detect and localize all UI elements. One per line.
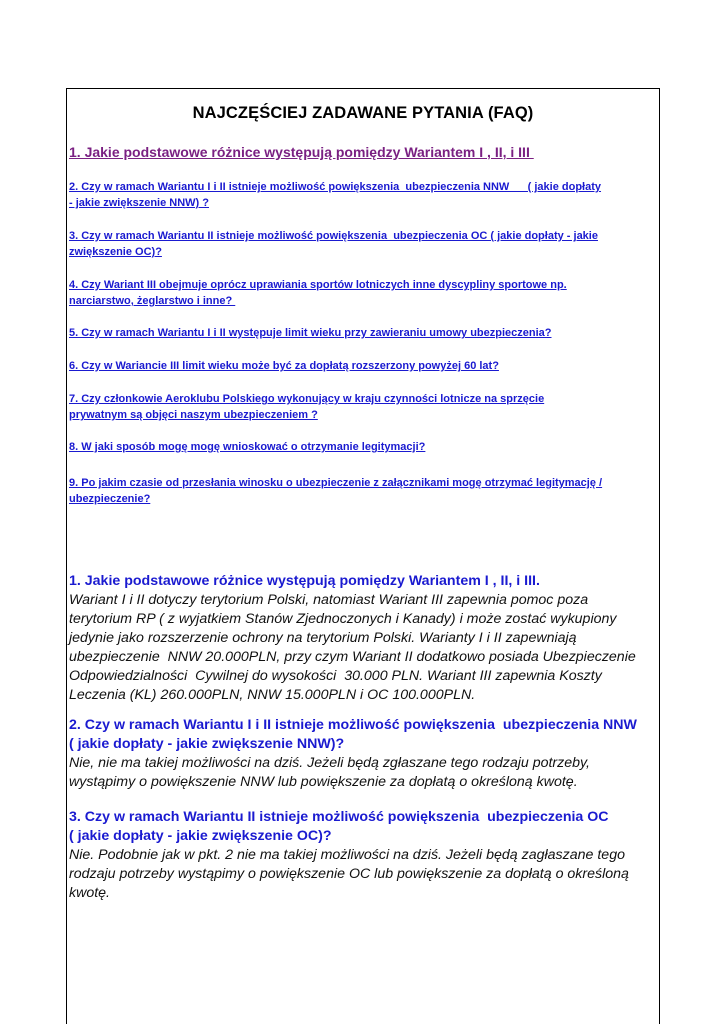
toc-link-6-line: 6. Czy w Wariancie III limit wieku może być za dopłatą rozszerzony powyżej 60 lat? (69, 360, 499, 372)
toc-link-1[interactable]: 1. Jakie podstawowe różnice występują pomiędzy Wariantem I , II, i III (69, 144, 534, 160)
toc-link-4[interactable] (69, 277, 661, 309)
toc-link-9-line: 9. Po jakim czasie od przesłania winosku o ubezpieczenie z załącznikami mogę otrzymać legitymację / (69, 477, 603, 489)
answer-2-question (69, 716, 661, 754)
answer-line: Nie. Podobnie jak w pkt. 2 nie ma takiej możliwości na dziś. Jeżeli będą zagłaszane tego (69, 847, 625, 863)
answer-1-text (69, 591, 661, 705)
answer-line: Leczenia (KL) 260.000PLN, NNW 15.000PLN i OC 100.000PLN. (69, 687, 476, 703)
toc-link-9[interactable] (69, 475, 661, 507)
question-line: 2. Czy w ramach Wariantu I i II istnieje możliwość powiększenia ubezpieczenia NNW (69, 717, 637, 733)
answer-1-question (69, 572, 661, 591)
answer-1 (69, 572, 661, 705)
answer-2-text (69, 754, 661, 792)
toc-link-8-line: 8. W jaki sposób mogę mogę wnioskować o otrzymanie legitymacji? (69, 441, 426, 453)
toc-link-2[interactable] (69, 179, 661, 211)
page-title: NAJCZĘŚCIEJ ZADAWANE PYTANIA (FAQ) (192, 104, 534, 122)
answer-line: Wariant I i II dotyczy terytorium Polski, natomiast Wariant III zapewnia pomoc poza (69, 592, 589, 608)
toc-link-3[interactable] (69, 228, 661, 260)
answer-line: rodzaju potrzeby wystąpimy o powiększenie OC lub powiększenie za dopłatą o określoną (69, 866, 629, 882)
toc-link-9-line: ubezpieczenie? (69, 493, 151, 505)
toc-link-5-line: 5. Czy w ramach Wariantu I i II występuje limit wieku przy zawieraniu umowy ubezpieczenia? (69, 327, 552, 339)
answer-3-text (69, 846, 661, 903)
toc-link-2-line: - jakie zwiększenie NNW) ? (69, 197, 209, 209)
question-line: 3. Czy w ramach Wariantu II istnieje możliwość powiększenia ubezpieczenia OC (69, 809, 609, 825)
toc-link-7[interactable] (69, 391, 661, 423)
answer-3-question (69, 808, 661, 846)
answer-line: Nie, nie ma takiej możliwości na dziś. Jeżeli będą zgłaszane tego rodzaju potrzeby, (69, 755, 590, 771)
question-line: ( jakie dopłaty - jakie zwiększenie OC)? (69, 828, 332, 844)
toc-link-4-line: narciarstwo, żeglarstwo i inne? (69, 295, 236, 307)
toc-link-7-line: 7. Czy członkowie Aeroklubu Polskiego wykonujący w kraju czynności lotnicze na sprzęcie (69, 393, 545, 405)
toc-link-3-line: 3. Czy w ramach Wariantu II istnieje możliwość powiększenia ubezpieczenia OC ( jakie dopłaty - jakie (69, 230, 598, 242)
answer-3 (69, 808, 661, 903)
answer-2 (69, 716, 661, 792)
question-line: 1. Jakie podstawowe różnice występują pomiędzy Wariantem I , II, i III. (69, 573, 540, 589)
answer-line: terytorium RP ( z wyjatkiem Stanów Zjednoczonych i Kanady) i może zostać wykupiony (69, 611, 617, 627)
toc-link-3-line: zwiększenie OC)? (69, 246, 162, 258)
toc-link-8[interactable] (69, 439, 661, 455)
toc-link-7-line: prywatnym są objęci naszym ubezpieczeniem ? (69, 409, 318, 421)
toc-link-2-line: 2. Czy w ramach Wariantu I i II istnieje możliwość powiększenia ubezpieczenia NNW ( jakie dopłaty (69, 181, 602, 193)
answer-line: ubezpieczenie NNW 20.000PLN, przy czym Wariant II dodatkowo posiada Ubezpieczenie (69, 649, 636, 665)
toc-link-5[interactable] (69, 325, 661, 341)
answer-line: jedynie jako rozszerzenie ochrony na terytorium Polski. Warianty I i II zapewniają (69, 630, 577, 646)
answer-line: kwotę. (69, 885, 111, 901)
toc-link-4-line: 4. Czy Wariant III obejmuje oprócz uprawiania sportów lotniczych inne dyscypliny sportowe np. (69, 279, 567, 291)
answer-line: Odpowiedzialności Cywilnej do wysokości 30.000 PLN. Wariant III zapewnia Koszty (69, 668, 602, 684)
question-line: ( jakie dopłaty - jakie zwiększenie NNW)? (69, 736, 345, 752)
answer-line: wystąpimy o powiększenie NNW lub powiększenie za dopłatą o określoną kwotę. (69, 774, 578, 790)
toc-link-6[interactable] (69, 358, 661, 374)
